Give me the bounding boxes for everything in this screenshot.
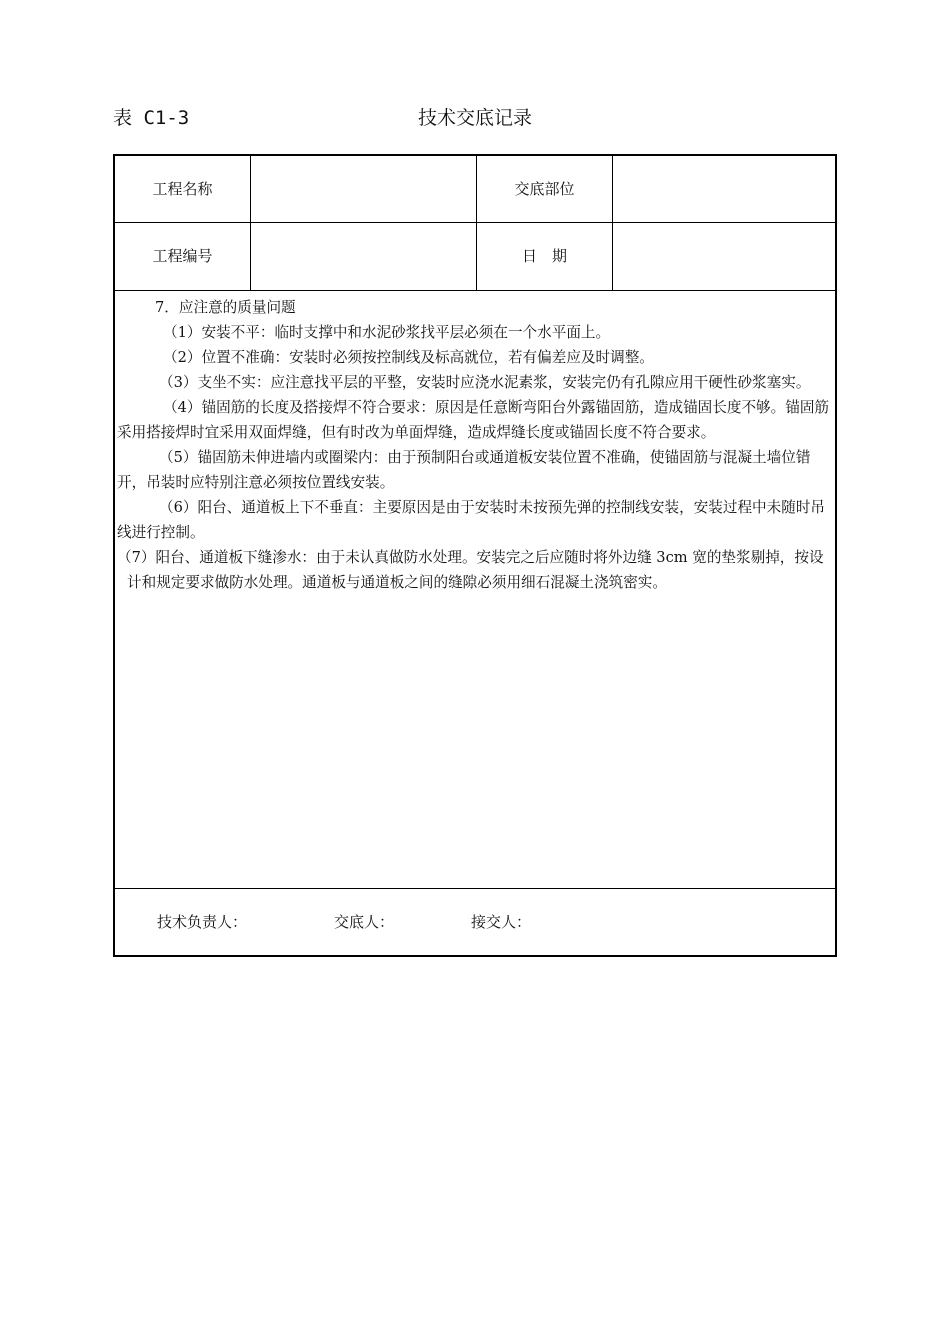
content-item-3: （3）支坐不实：应注意找平层的平整，安装时应浇水泥素浆，安装完仍有孔隙应用干硬性砂浆塞实。: [159, 374, 811, 391]
form-code: 表 C1-3: [113, 107, 190, 129]
disclosure-content: [115, 292, 837, 888]
project-number-label: 工程编号: [152, 247, 213, 265]
receiver-signature-label: 接交人：: [471, 913, 532, 931]
project-number-field[interactable]: [251, 223, 476, 290]
content-heading: 7．应注意的质量问题: [155, 299, 296, 316]
location-label: 交底部位: [514, 180, 575, 198]
date-field[interactable]: [613, 223, 837, 290]
location-field[interactable]: [613, 156, 837, 223]
content-item-5: （5）锚固筋未伸进墙内或圈梁内：由于预制阳台或通道板安装位置不准确，使锚固筋与混凝土墙位错开，吊装时应特别注意必须按位置线安装。: [117, 449, 811, 491]
page-title: 技术交底记录: [417, 107, 532, 129]
disclosure-record-table: [113, 154, 837, 957]
project-name-label: 工程名称: [152, 180, 213, 198]
content-item-2: （2）位置不准确：安装时必须按控制线及标高就位，若有偏差应及时调整。: [163, 349, 654, 366]
tech-lead-signature-label: 技术负责人：: [157, 913, 248, 931]
content-item-7: （7）阳台、通道板下缝渗水：由于未认真做防水处理。安装完之后应随时将外边缝 3cm 宽的垫浆剔掉，按设计和规定要求做防水处理。通道板与通道板之间的缝隙必须用细石混凝土浇筑密实。: [117, 549, 824, 591]
content-item-4: （4）锚固筋的长度及搭接焊不符合要求：原因是任意断弯阳台外露锚固筋，造成锚固长度不够。锚固筋采用搭接焊时宜采用双面焊缝，但有时改为单面焊缝，造成焊缝长度或锚固长度不符合要求。: [117, 399, 830, 441]
discloser-signature-label: 交底人：: [334, 913, 395, 931]
content-item-1: （1）安装不平：临时支撑中和水泥砂浆找平层必须在一个水平面上。: [163, 324, 611, 341]
date-label: 日 期: [521, 247, 567, 265]
row-divider: [115, 290, 835, 291]
signature-row: [115, 889, 837, 955]
project-name-field[interactable]: [251, 156, 476, 223]
content-item-6: （6）阳台、通道板上下不垂直：主要原因是由于安装时未按预先弹的控制线安装，安装过程中未随时吊线进行控制。: [117, 499, 826, 541]
